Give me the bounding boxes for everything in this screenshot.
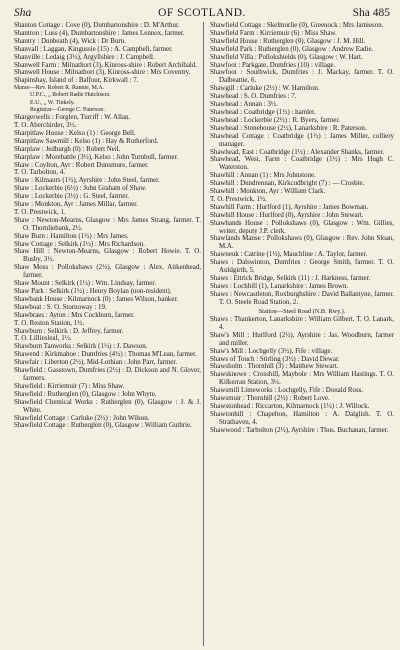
directory-entry: Shawhead Cottage : Coatbridge (1½) : James Miller, colliery manager. <box>210 131 394 148</box>
directory-entry: Shaw : Lockerbie (6½) : John Graham of Shaw. <box>14 184 147 193</box>
directory-entry: Shawhill : Annan (1) : Mrs Johnstone. <box>210 171 316 180</box>
directory-entry: Shantron : Luss (4), Dumbartonshire : James Lennox, farmer. <box>14 28 185 37</box>
directory-entry: Shantry : Dunbeath (4), Wick : Dr Burn. <box>14 36 126 45</box>
directory-entry: Shaws : Newcastleton, Roxburghshire : David Ballantyne, farmer. T. O. Steele Road Station, 2. <box>210 289 394 306</box>
directory-entry: Shawhead : S. O. Dumfries : 7. <box>210 92 297 101</box>
directory-entry: Shawburn : Selkirk : D. Jeffrey, farmer. <box>14 326 124 335</box>
directory-entry: Sharplaw : Jedburgh (0) : Robert Neil. <box>14 144 121 153</box>
directory-entry: Shawfield Farm : Kirriemuir (6) : Miss Shaw. <box>210 28 337 37</box>
directory-entry: Shawfield : Gasstown, Dumfries (2½) : D. Dickson and N. Glover, farmers. <box>14 366 201 382</box>
directory-entry: Shawfield Cottage : Carluke (2½) : John Wilson. <box>14 413 150 422</box>
directory-entry: Shawhands House : Pollokshaws (0), Glasgow : Wm. Gillies, writer, deputy J.P. clerk. <box>210 218 394 235</box>
directory-entry: Shawfield Villa : Pollokshields (0), Glasgow : W. Hart. <box>210 52 363 61</box>
directory-entry: Shaws : Thankerton, Lanarkshire : William Gilbert. T. O. Lanark, 4. <box>210 315 394 331</box>
directory-entry: Shawstonhead : Riccarton, Kilmarnock (1½) : J. Willock. <box>210 402 370 410</box>
directory-entry: Shapinshay, Island of : Balfour, Kirkwall : 7. <box>14 76 139 85</box>
directory-entry: Shaw Cottage : Selkirk (1½) : Mrs Richardson. <box>14 239 145 248</box>
section-label: Station—Steel Road (N.B. Rwy.). <box>258 308 346 316</box>
directory-entry: Shawhead, West, Farm : Coatbridge (1½) : Mrs Hugh C. Waterston. <box>210 155 394 172</box>
right-column <box>210 22 394 648</box>
directory-entry: Shaws : Lochhill (1), Lanarkshire : James Brown. <box>210 281 349 290</box>
directory-entry: Shawfield Park : Rutherglen (0), Glasgow : Andrew Eadie. <box>210 44 374 53</box>
directory-entry: Shawsmill Limeworks : Lochgelly, Fife : Donald Ross. <box>210 386 364 395</box>
directory-entry: Shaws : Dalswinton, Dumfries : George Smith, farmer. T. O. Auldgirth, 5. <box>210 258 394 275</box>
directory-subentry: E.U., „ W. Tinkely. <box>30 99 75 106</box>
directory-entry: Shawneuk : Catrine (1½), Mauchline : A. Taylor, farmer. <box>210 250 368 259</box>
directory-entry: Shawhead : Stonehouse (2½), Lanarkshire : R. Paterson. <box>210 123 367 132</box>
directory-entry: Shaw Moss : Pollokshaws (2½), Glasgow : Alex. Aitkenhead, farmer. <box>14 263 201 280</box>
directory-entry: Shawfield Cottage : Skelmorlie (0), Greenock : Mrs Jamieson. <box>210 22 384 29</box>
directory-entry: Shawhead : Annan : 3½. <box>210 100 278 109</box>
directory-entry: Shawfield : Rutherglen (0), Glasgow : John Whyte. <box>14 389 157 398</box>
directory-entry: Shaw's Mill : Lochgelly (3½), Fife : village. <box>210 346 333 355</box>
directory-entry: Shaw : Coylton, Ayr : Robert Dunsmure, farmer. <box>14 160 149 169</box>
directory-entry: Shawlands Manse : Pollokshaws (0), Glasgow : Rev. John Sloan, M.A. <box>210 234 394 251</box>
directory-entry: Shawsholm : Thornhill (3) : Matthew Stewart. <box>210 362 339 371</box>
header-left-word: Sha <box>14 7 32 19</box>
directory-entry: Shawhill : Monkton, Ayr : William Clark. <box>210 187 326 196</box>
directory-entry: Shaw : Kilmaurs (1½), Ayrshire : John Steel, farmer. <box>14 176 160 185</box>
directory-entry: Shawsmuir : Thornhill (2½) : Robert Love. <box>210 394 330 403</box>
directory-entry: Shawhill : Dundrennan, Kirkcudbright (7) : — Crosbie. <box>210 179 365 188</box>
directory-entry: Shaws of Touch : Stirling (3½) : David Dewar. <box>210 354 340 363</box>
directory-entry: T. O. Reston Station, 1½. <box>14 318 85 327</box>
directory-entry: Shanwell House : Milnathort (3), Kinross-shire : Mrs Coventry. <box>14 68 191 77</box>
directory-entry: Shawsknowe : Crosshill, Maybole : Mrs William Hastings. T. O. Kilkerran Station, 3½. <box>210 370 394 387</box>
directory-entry: Shawfield : Kirriemuir (7) : Miss Shaw. <box>14 381 125 390</box>
directory-entry: Shaw Burn : Hamilton (1½) : Mrs James. <box>14 231 129 240</box>
directory-entry: Shawhead : Coatbridge (1½) : hamlet. <box>210 107 316 116</box>
directory-entry: Shawend : Kirkmahoe : Dumfries (4½) : Thomas M'Lean, farmer. <box>14 350 197 359</box>
left-column <box>14 22 201 648</box>
directory-entry: Sharpitlaw House : Kelso (1) : George Bell. <box>14 128 136 137</box>
directory-subentry: Registrar—George C. Paterson. <box>30 106 105 113</box>
directory-entry: Shaw Park : Selkirk (1½) : Henry Boylan (non-resident). <box>14 287 172 295</box>
directory-entry: Shaw Hill : Newton-Mearns, Glasgow : Robert Howie. T. O. Busby, 3½. <box>14 247 201 264</box>
directory-entry: Shawgill : Carluke (2½) : W. Hamilton. <box>210 84 320 93</box>
directory-entry: Shaw : Monkton, Ayr : James Millar, farmer. <box>14 200 138 209</box>
directory-entry: Shawbraes : Ayton : Mrs Cockburn, farmer. <box>14 310 135 319</box>
directory-entry: Shawbank House : Kilmarnock (0) : James Wilson, banker. <box>14 294 179 303</box>
header-title: OF SCOTLAND. <box>158 7 246 19</box>
directory-entry: Shaw : Newton-Mearns, Glasgow : Mrs James Strang, farmer. T. O. Thornliebank, 2½. <box>14 215 201 232</box>
directory-entry: Sharpitlaw Sawmill : Kelso (1) : Hay & Rutherford. <box>14 136 159 145</box>
directory-subentry: U.P.C., „ Robert Radie Hutchison. <box>30 92 111 99</box>
directory-subentry: Manse—Rev. Robert R. Rannie, M.A. <box>14 85 105 92</box>
directory-entry: Shawboat : S. O. Stornoway : 19. <box>14 302 107 311</box>
directory-entry: Sharplaw : Morebattle (3½), Kelso : John Turnbull, farmer. <box>14 152 179 161</box>
directory-entry: Shanvall : Laggan, Kingussie (15) : A. Campbell, farmer. <box>14 44 173 53</box>
directory-entry: Shawwood : Tarbolton (2½), Ayrshire : Thos. Buchanan, farmer. <box>210 425 389 434</box>
directory-entry: Shawhill Farm : Hurlford (1), Ayrshire : James Bowman. <box>210 202 369 211</box>
directory-entry: T. O. Tarbolton, 4. <box>14 168 66 177</box>
directory-entry: Shaw's Mill : Hurlford (2½), Ayrshire : Jas. Woodburn, farmer and miller. <box>210 330 394 347</box>
directory-entry: Shaw : Lockerbie (3½) : G. Steel, farmer. <box>14 192 130 201</box>
directory-entry: Shawhead, East : Coatbridge (1½) : Alexander Shanks, farmer. <box>210 147 385 156</box>
directory-entry: T. O. Prestwick, 1. <box>14 207 66 216</box>
directory-entry: Shaw Mount : Selkirk (1½) : Wm. Lindsay, farmer. <box>14 279 157 288</box>
column-divider <box>203 22 204 646</box>
directory-entry: Shawfield Cottage : Rutherglen (0), Glasgow : William Guthrie. <box>14 421 192 430</box>
directory-entry: T. O. Lilliesleaf, 1½. <box>14 334 72 343</box>
directory-entry: Shawfoot : Southwick, Dumfries : J. Mackay, farmer. T. O. Dalbeattie, 6. <box>210 68 394 85</box>
directory-entry: Shawfair : Liberton (2½), Mid-Lothian : John Parr, farmer. <box>14 358 178 367</box>
header-right-page: Sha 485 <box>352 7 390 19</box>
directory-entry: Shanwell Farm : Milnathort (3), Kinross-shire : Robert Archibald. <box>14 60 198 69</box>
directory-entry: Shawhead : Lockerbie (2½) : R. Byers, farmer. <box>210 115 341 124</box>
running-header <box>14 5 390 22</box>
directory-entry: Shawfield Chemical Works : Rutherglen (0), Glasgow : J. & J. White. <box>14 397 201 414</box>
directory-entry: Shawfield House : Rutherglen (0), Glasgow : J. M. Hill. <box>210 36 366 45</box>
directory-entry: Shawtonhill : Chapelton, Hamilton : A. Dalglish. T. O. Strathaven, 4. <box>210 409 394 426</box>
directory-entry: Shanton Cottage : Cove (0), Dumbartonshire : D. M'Arthur. <box>14 22 180 29</box>
directory-entry: Shawburn Tanworks : Selkirk (1½) : J. Dawson. <box>14 342 148 351</box>
directory-entry: Shargerwells : Forglen, Turriff : W. Allan. <box>14 113 131 122</box>
directory-entry: Shawhill House : Hurlford (0), Ayrshire : John Stewart. <box>210 210 364 219</box>
directory-entry: Shanville : Ledaig (3½), Argyllshire : J. Campbell. <box>14 52 155 61</box>
directory-entry: Shawfoot : Parkgate, Dumfries (10) : village. <box>210 60 336 69</box>
directory-entry: T. O. Aberchirder, 3½. <box>14 120 77 129</box>
directory-entry: Shaws : Ettrick Bridge, Selkirk (11) : J. Harkness, farmer. <box>210 274 371 282</box>
directory-entry: T. O. Prestwick, 1½. <box>210 194 267 203</box>
